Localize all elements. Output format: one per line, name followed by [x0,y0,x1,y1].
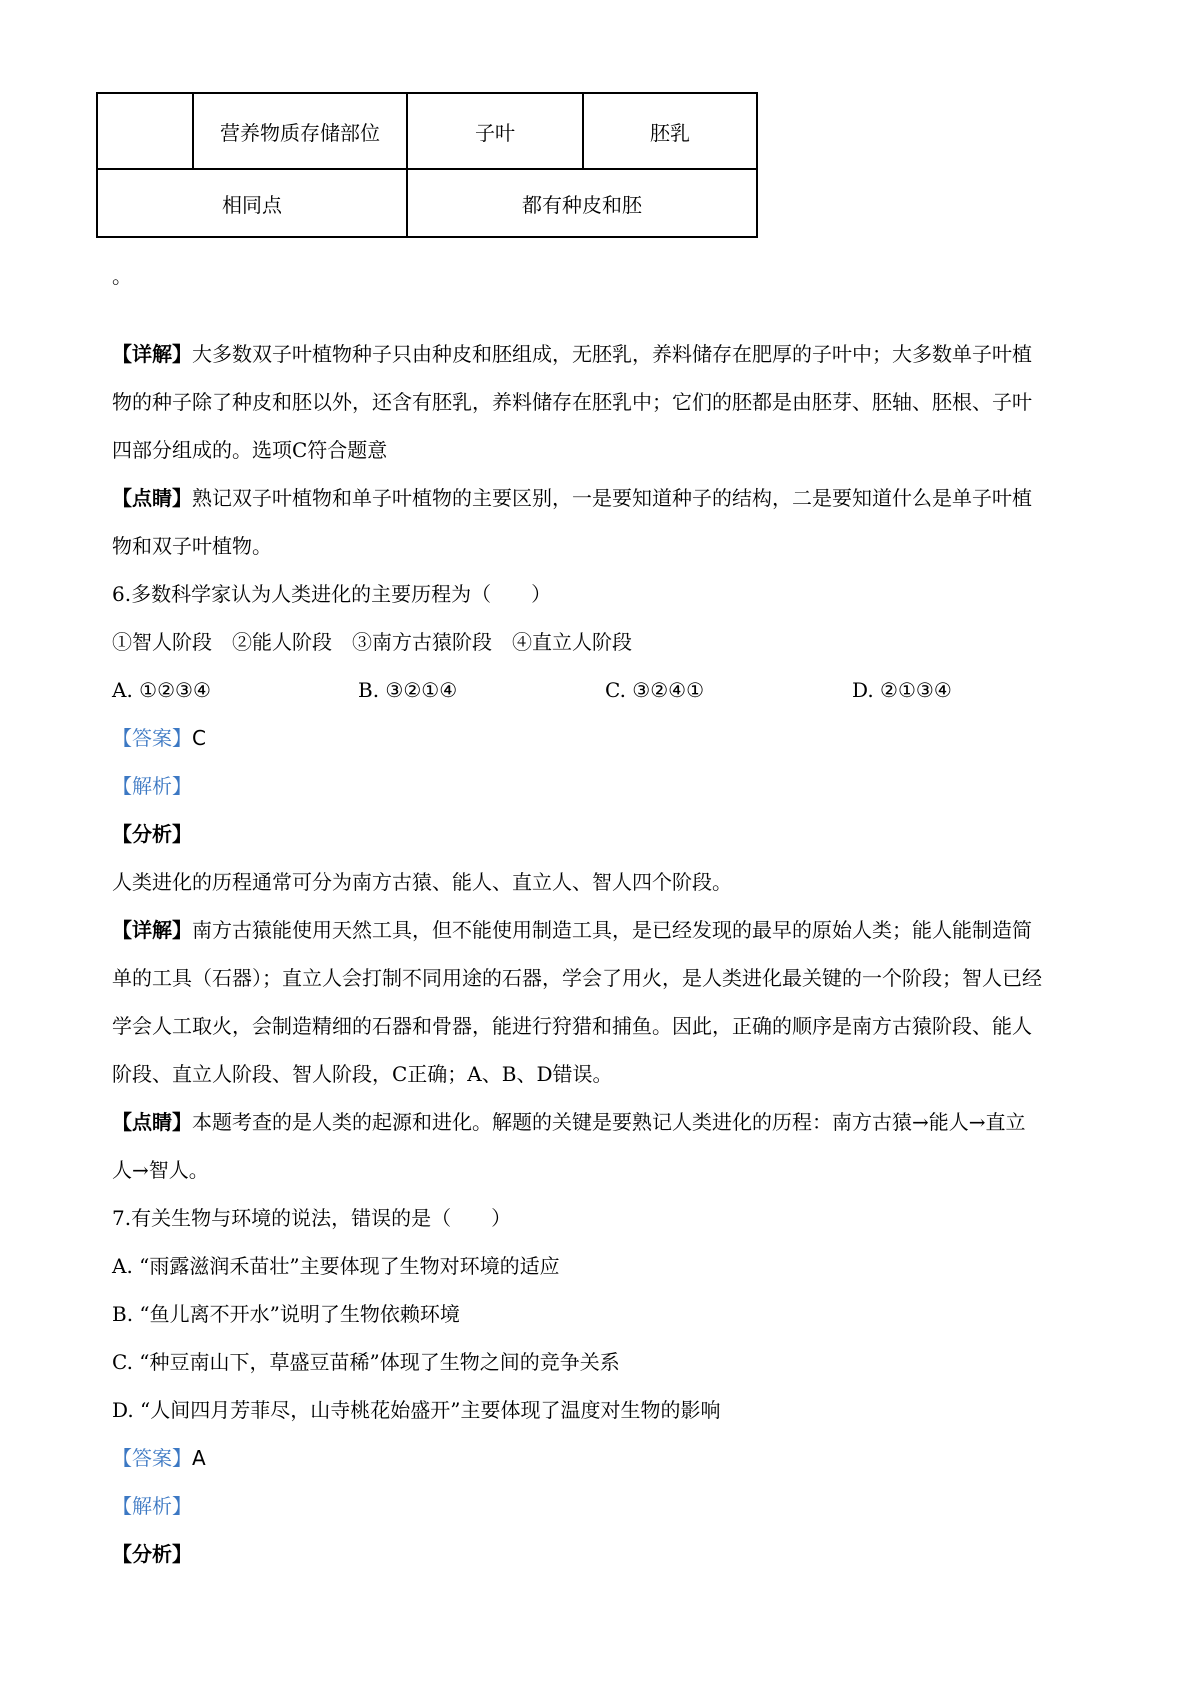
tip-tag: 【点睛】 [112,1110,192,1134]
q6-option-b: B. ③②①④ [358,678,458,702]
q6-detail-line-2: 单的工具（石器）；直立人会打制不同用途的石器，学会了用火，是人类进化最关键的一个阶段；智人已经 [112,966,1042,990]
q6-fenxi-text: 人类进化的历程通常可分为南方古猿、能人、直立人、智人四个阶段。 [112,870,732,894]
q6-tip-line-2: 人→智人。 [112,1158,209,1182]
q7-option-c: C. “种豆南山下，草盛豆苗稀”体现了生物之间的竞争关系 [112,1350,620,1374]
table-cell-common-value: 都有种皮和胚 [407,169,757,237]
tip-tag: 【点睛】 [112,486,192,510]
table-cell-endosperm: 胚乳 [583,93,757,169]
q6-option-d: D. ②①③④ [852,678,952,702]
period-mark: 。 [112,264,132,288]
answer-tag: 【答案】 [112,726,192,750]
q6-analysis-tag: 【解析】 [112,774,192,798]
table-cell-storage-label: 营养物质存储部位 [193,93,407,169]
q7-analysis-tag: 【解析】 [112,1494,192,1518]
q6-answer [112,726,206,750]
q7-option-d: D. “人间四月芳菲尽，山寺桃花始盛开”主要体现了温度对生物的影响 [112,1398,721,1422]
q5-tip-line-1: 【点睛】熟记双子叶植物和单子叶植物的主要区别，一是要知道种子的结构，二是要知道什么是单子叶植 [112,486,1032,510]
answer-tag: 【答案】 [112,1446,192,1470]
q6-tip-line-1: 【点睛】本题考查的是人类的起源和进化。解题的关键是要熟记人类进化的历程：南方古猿→能人→直立 [112,1110,1026,1134]
q6-option-a: A. ①②③④ [112,678,211,702]
q6-question: 6.多数科学家认为人类进化的主要历程为（ ） [112,582,552,606]
table-cell-common-label: 相同点 [97,169,407,237]
answer-value: A [192,1446,206,1470]
q5-detail-line-3: 四部分组成的。选项C符合题意 [112,438,388,462]
q6-fenxi-tag: 【分析】 [112,822,192,846]
q6-option-c: C. ③②④① [605,678,705,702]
q7-question: 7.有关生物与环境的说法，错误的是（ ） [112,1206,512,1230]
q7-option-b: B. “鱼儿离不开水”说明了生物依赖环境 [112,1302,460,1326]
q5-detail-line-2: 物的种子除了种皮和胚以外，还含有胚乳，养料储存在胚乳中；它们的胚都是由胚芽、胚轴、胚根、子叶 [112,390,1032,414]
table-empty-cell [97,93,193,169]
q6-detail-line-4: 阶段、直立人阶段、智人阶段，C正确；A、B、D错误。 [112,1062,613,1086]
q7-option-a: A. “雨露滋润禾苗壮”主要体现了生物对环境的适应 [112,1254,560,1278]
q5-detail-line-1: 【详解】大多数双子叶植物种子只由种皮和胚组成，无胚乳，养料储存在肥厚的子叶中；大多数单子叶植 [112,342,1032,366]
table-cell-cotyledon: 子叶 [407,93,583,169]
q6-detail-line-1: 【详解】南方古猿能使用天然工具，但不能使用制造工具，是已经发现的最早的原始人类；能人能制造简 [112,918,1032,942]
detail-tag: 【详解】 [112,918,192,942]
answer-value: C [192,726,206,750]
q6-stages: ①智人阶段 ②能人阶段 ③南方古猿阶段 ④直立人阶段 [112,630,632,654]
q6-detail-line-3: 学会人工取火，会制造精细的石器和骨器，能进行狩猎和捕鱼。因此，正确的顺序是南方古猿阶段、能人 [112,1014,1032,1038]
comparison-table [96,92,758,238]
detail-tag: 【详解】 [112,342,192,366]
q7-answer [112,1446,206,1470]
q5-tip-line-2: 物和双子叶植物。 [112,534,272,558]
q7-fenxi-tag: 【分析】 [112,1542,192,1566]
